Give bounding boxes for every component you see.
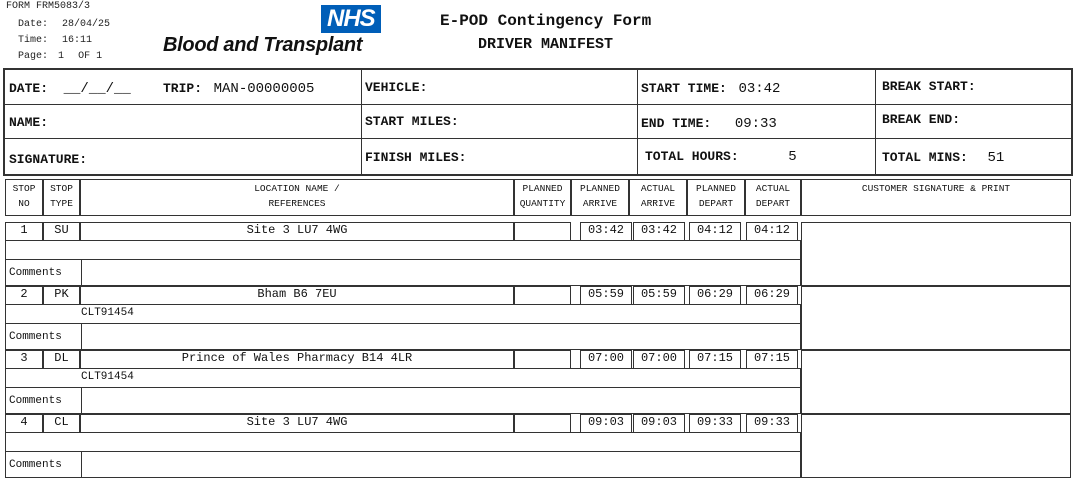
page-value: 1 bbox=[58, 51, 65, 62]
col-stop-no bbox=[5, 179, 43, 216]
stop-no: 3 bbox=[5, 350, 43, 369]
print-time-label: Time: bbox=[18, 35, 49, 46]
nhs-logo: NHS bbox=[321, 5, 381, 33]
stop-type: DL bbox=[43, 350, 80, 369]
col-planned-depart bbox=[687, 179, 745, 216]
stop-actual-depart[interactable]: 09:33 bbox=[746, 414, 798, 433]
comments-label: Comments bbox=[9, 267, 62, 279]
org-name: Blood and Transplant bbox=[163, 34, 363, 56]
stop-planned-depart: 06:29 bbox=[689, 286, 741, 305]
total-hours-label: TOTAL HOURS: bbox=[645, 149, 739, 164]
customer-signature-box[interactable] bbox=[801, 414, 1071, 478]
col-actual-depart bbox=[745, 179, 801, 216]
stop-actual-depart[interactable]: 04:12 bbox=[746, 222, 798, 241]
col-stop-no-line2: NO bbox=[18, 198, 30, 209]
stop-block-3 bbox=[5, 350, 1071, 414]
stop-actual-arrive[interactable]: 07:00 bbox=[633, 350, 685, 369]
stop-planned-qty[interactable] bbox=[514, 414, 571, 433]
stop-block-1 bbox=[5, 222, 1071, 286]
stop-actual-arrive[interactable]: 05:59 bbox=[633, 286, 685, 305]
stop-location: Bham B6 7EU bbox=[80, 286, 514, 305]
stop-planned-arrive: 07:00 bbox=[580, 350, 632, 369]
col-planned-arrive bbox=[571, 179, 629, 216]
start-time-field bbox=[641, 79, 780, 97]
stop-planned-arrive: 03:42 bbox=[580, 222, 632, 241]
col-stop-type bbox=[43, 179, 80, 216]
stop-no: 2 bbox=[5, 286, 43, 305]
end-time-value: 09:33 bbox=[734, 116, 777, 132]
print-date-label: Date: bbox=[18, 19, 49, 30]
print-date-value: 28/04/25 bbox=[62, 19, 111, 30]
stop-planned-depart: 07:15 bbox=[689, 350, 741, 369]
total-hours-value: 5 bbox=[788, 149, 797, 165]
header-box bbox=[3, 68, 1073, 176]
stop-actual-depart[interactable]: 07:15 bbox=[746, 350, 798, 369]
stop-location: Site 3 LU7 4WG bbox=[80, 414, 514, 433]
comments-row[interactable] bbox=[5, 323, 801, 350]
col-location bbox=[80, 179, 514, 216]
col-location-line1: LOCATION NAME / bbox=[254, 183, 340, 194]
comments-row[interactable] bbox=[5, 259, 801, 286]
col-stop-type-line2: TYPE bbox=[50, 198, 73, 209]
name-label: NAME: bbox=[9, 115, 49, 130]
customer-signature-box[interactable] bbox=[801, 222, 1071, 286]
comments-row[interactable] bbox=[5, 451, 801, 478]
col-planned-qty-line2: QUANTITY bbox=[519, 198, 566, 209]
date-label: DATE: bbox=[9, 81, 49, 96]
stop-actual-arrive[interactable]: 03:42 bbox=[633, 222, 685, 241]
stop-location: Site 3 LU7 4WG bbox=[80, 222, 514, 241]
signature-label: SIGNATURE: bbox=[9, 152, 88, 167]
break-start-label: BREAK START: bbox=[882, 79, 976, 94]
comments-label: Comments bbox=[9, 459, 62, 471]
customer-signature-box[interactable] bbox=[801, 350, 1071, 414]
stop-block-4 bbox=[5, 414, 1071, 478]
column-header-row bbox=[5, 179, 1071, 217]
page-of: OF 1 bbox=[78, 51, 103, 62]
stop-planned-qty[interactable] bbox=[514, 286, 571, 305]
stop-type: CL bbox=[43, 414, 80, 433]
trip-value: MAN-00000005 bbox=[213, 81, 315, 97]
form-title: E-POD Contingency Form bbox=[440, 12, 652, 30]
stop-reference-row bbox=[5, 304, 801, 324]
col-actual-depart-line1: ACTUAL bbox=[755, 183, 791, 194]
stop-location: Prince of Wales Pharmacy B14 4LR bbox=[80, 350, 514, 369]
col-customer-signature bbox=[801, 179, 1071, 216]
end-time-label: END TIME: bbox=[641, 116, 712, 131]
date-value: __/__/__ bbox=[63, 81, 131, 97]
comments-label: Comments bbox=[9, 331, 62, 343]
comments-row[interactable] bbox=[5, 387, 801, 414]
total-hours-field bbox=[645, 147, 797, 165]
stop-planned-depart: 04:12 bbox=[689, 222, 741, 241]
total-mins-label: TOTAL MINS: bbox=[882, 150, 968, 165]
vehicle-label: VEHICLE: bbox=[365, 80, 428, 95]
stop-planned-depart: 09:33 bbox=[689, 414, 741, 433]
date-field[interactable] bbox=[9, 79, 131, 97]
stop-planned-arrive: 05:59 bbox=[580, 286, 632, 305]
total-mins-field bbox=[882, 148, 1004, 166]
stop-type: SU bbox=[43, 222, 80, 241]
start-time-value: 03:42 bbox=[738, 81, 781, 97]
stop-no: 4 bbox=[5, 414, 43, 433]
col-planned-qty-line1: PLANNED bbox=[522, 183, 563, 194]
comments-label: Comments bbox=[9, 395, 62, 407]
start-miles-label: START MILES: bbox=[365, 114, 459, 129]
col-actual-depart-line2: DEPART bbox=[755, 198, 791, 209]
form-subtitle: DRIVER MANIFEST bbox=[478, 36, 614, 53]
start-time-label: START TIME: bbox=[641, 81, 727, 96]
col-planned-qty bbox=[514, 179, 571, 216]
end-time-field bbox=[641, 114, 777, 132]
col-planned-depart-line1: PLANNED bbox=[696, 183, 736, 194]
finish-miles-label: FINISH MILES: bbox=[365, 150, 467, 165]
stop-reference-row bbox=[5, 240, 801, 260]
trip-label: TRIP: bbox=[163, 81, 203, 96]
col-planned-depart-line2: DEPART bbox=[698, 198, 734, 209]
stop-planned-arrive: 09:03 bbox=[580, 414, 632, 433]
stop-no: 1 bbox=[5, 222, 43, 241]
col-stop-type-line1: STOP bbox=[50, 183, 73, 194]
stop-reference-row bbox=[5, 368, 801, 388]
print-time bbox=[18, 35, 92, 46]
print-date bbox=[18, 19, 110, 30]
stop-type: PK bbox=[43, 286, 80, 305]
stop-actual-arrive[interactable]: 09:03 bbox=[633, 414, 685, 433]
col-actual-arrive-line2: ARRIVE bbox=[640, 198, 676, 209]
col-actual-arrive bbox=[629, 179, 687, 216]
col-location-line2: REFERENCES bbox=[268, 198, 326, 209]
stop-reference-row bbox=[5, 432, 801, 452]
stop-reference: CLT91454 bbox=[81, 307, 134, 319]
break-end-label: BREAK END: bbox=[882, 112, 961, 127]
col-customer-signature-line1: CUSTOMER SIGNATURE & PRINT bbox=[861, 183, 1011, 194]
stop-actual-depart[interactable]: 06:29 bbox=[746, 286, 798, 305]
stop-block-2 bbox=[5, 286, 1071, 350]
col-stop-no-line1: STOP bbox=[12, 183, 36, 194]
print-time-value: 16:11 bbox=[62, 35, 93, 46]
col-planned-arrive-line2: ARRIVE bbox=[582, 198, 618, 209]
trip-field bbox=[163, 79, 314, 97]
page-number bbox=[18, 51, 102, 62]
stop-planned-qty[interactable] bbox=[514, 350, 571, 369]
col-actual-arrive-line1: ACTUAL bbox=[640, 183, 676, 194]
form-code: FORM FRM5083/3 bbox=[6, 1, 91, 12]
stop-reference: CLT91454 bbox=[81, 371, 134, 383]
total-mins-value: 51 bbox=[987, 150, 1005, 166]
col-planned-arrive-line1: PLANNED bbox=[580, 183, 620, 194]
stop-planned-qty[interactable] bbox=[514, 222, 571, 241]
page-label: Page: bbox=[18, 51, 49, 62]
customer-signature-box[interactable] bbox=[801, 286, 1071, 350]
